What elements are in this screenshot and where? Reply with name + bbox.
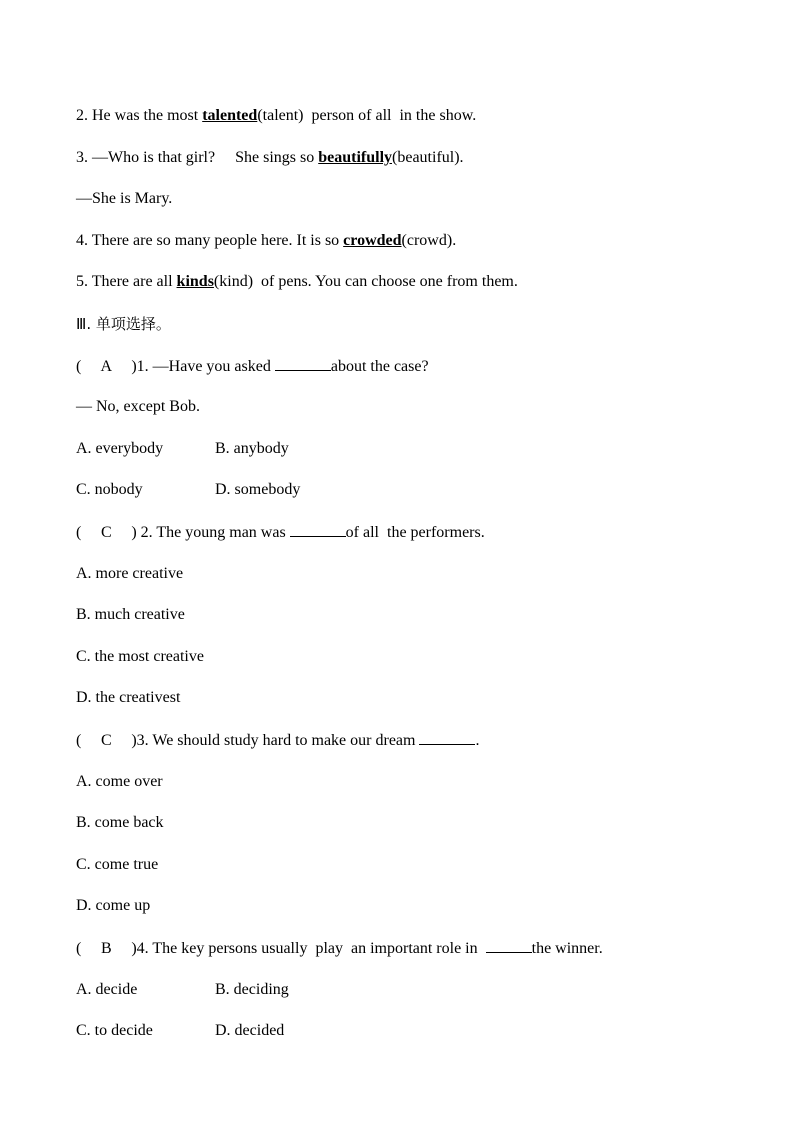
question-1 <box>76 356 429 377</box>
question-stem: )4. The key persons usually play an important role in <box>131 940 486 957</box>
option-b: B. come back <box>76 814 164 831</box>
blank-line <box>290 522 346 537</box>
option-b: B. much creative <box>76 606 185 623</box>
answer-word: beautifully <box>318 149 393 166</box>
item-text: 5. There are all <box>76 273 177 290</box>
answer-word: crowded <box>343 232 402 249</box>
question-4 <box>76 938 603 959</box>
question-stem: ) 2. The young man was <box>131 524 290 541</box>
blank-line <box>419 730 475 745</box>
option-row <box>76 1021 285 1041</box>
option-d: D. come up <box>76 897 151 914</box>
answer-word: talented <box>202 107 258 124</box>
question-stem: the winner. <box>531 940 603 957</box>
option-b: B. deciding <box>215 981 289 998</box>
item-text: (beautiful). <box>392 149 464 166</box>
blank-line <box>275 356 331 371</box>
answer-letter: A <box>100 358 113 375</box>
answer-letter: B <box>100 940 112 957</box>
question-reply: — No, except Bob. <box>76 398 200 415</box>
option-row <box>76 439 289 459</box>
option-a: A. come over <box>76 773 163 790</box>
dialogue-reply: —She is Mary. <box>76 190 173 207</box>
option-row <box>76 480 301 500</box>
option-c: C. come true <box>76 856 159 873</box>
fill-item-5 <box>76 272 518 292</box>
item-text: 2. He was the most <box>76 107 203 124</box>
option-c: C. to decide <box>76 1022 153 1039</box>
question-stem: )3. We should study hard to make our dream <box>131 732 420 749</box>
option-d: D. the creativest <box>76 689 181 706</box>
paren: ( <box>76 358 82 375</box>
paren: ( <box>76 940 82 957</box>
fill-item-4 <box>76 231 456 251</box>
item-text: (talent) person of all in the show. <box>257 107 477 124</box>
item-text: 4. There are so many people here. It is so <box>76 232 344 249</box>
item-text: (crowd). <box>401 232 457 249</box>
option-a: A. decide <box>76 981 138 998</box>
fill-item-3 <box>76 148 464 168</box>
answer-letter: C <box>100 524 112 541</box>
option-a: A. more creative <box>76 565 184 582</box>
question-3 <box>76 730 479 751</box>
paren: ( <box>76 732 82 749</box>
blank-line <box>486 938 532 953</box>
item-text: 3. —Who is that girl? She sings so <box>76 149 319 166</box>
answer-letter: C <box>100 732 112 749</box>
option-b: B. anybody <box>215 440 289 457</box>
answer-word: kinds <box>176 273 214 290</box>
option-a: A. everybody <box>76 440 164 457</box>
option-c: C. nobody <box>76 481 143 498</box>
option-d: D. decided <box>215 1022 285 1039</box>
question-stem: )1. —Have you asked <box>131 358 275 375</box>
question-stem: . <box>475 732 480 749</box>
option-c: C. the most creative <box>76 648 204 665</box>
paren: ( <box>76 524 82 541</box>
question-stem: about the case? <box>330 358 429 375</box>
option-d: D. somebody <box>215 481 301 498</box>
fill-item-2 <box>76 106 476 126</box>
question-stem: of all the performers. <box>345 524 485 541</box>
question-2 <box>76 522 485 543</box>
option-row <box>76 980 289 1000</box>
item-text: (kind) of pens. You can choose one from them. <box>213 273 518 290</box>
section-heading: Ⅲ. 单项选择。 <box>76 315 171 333</box>
